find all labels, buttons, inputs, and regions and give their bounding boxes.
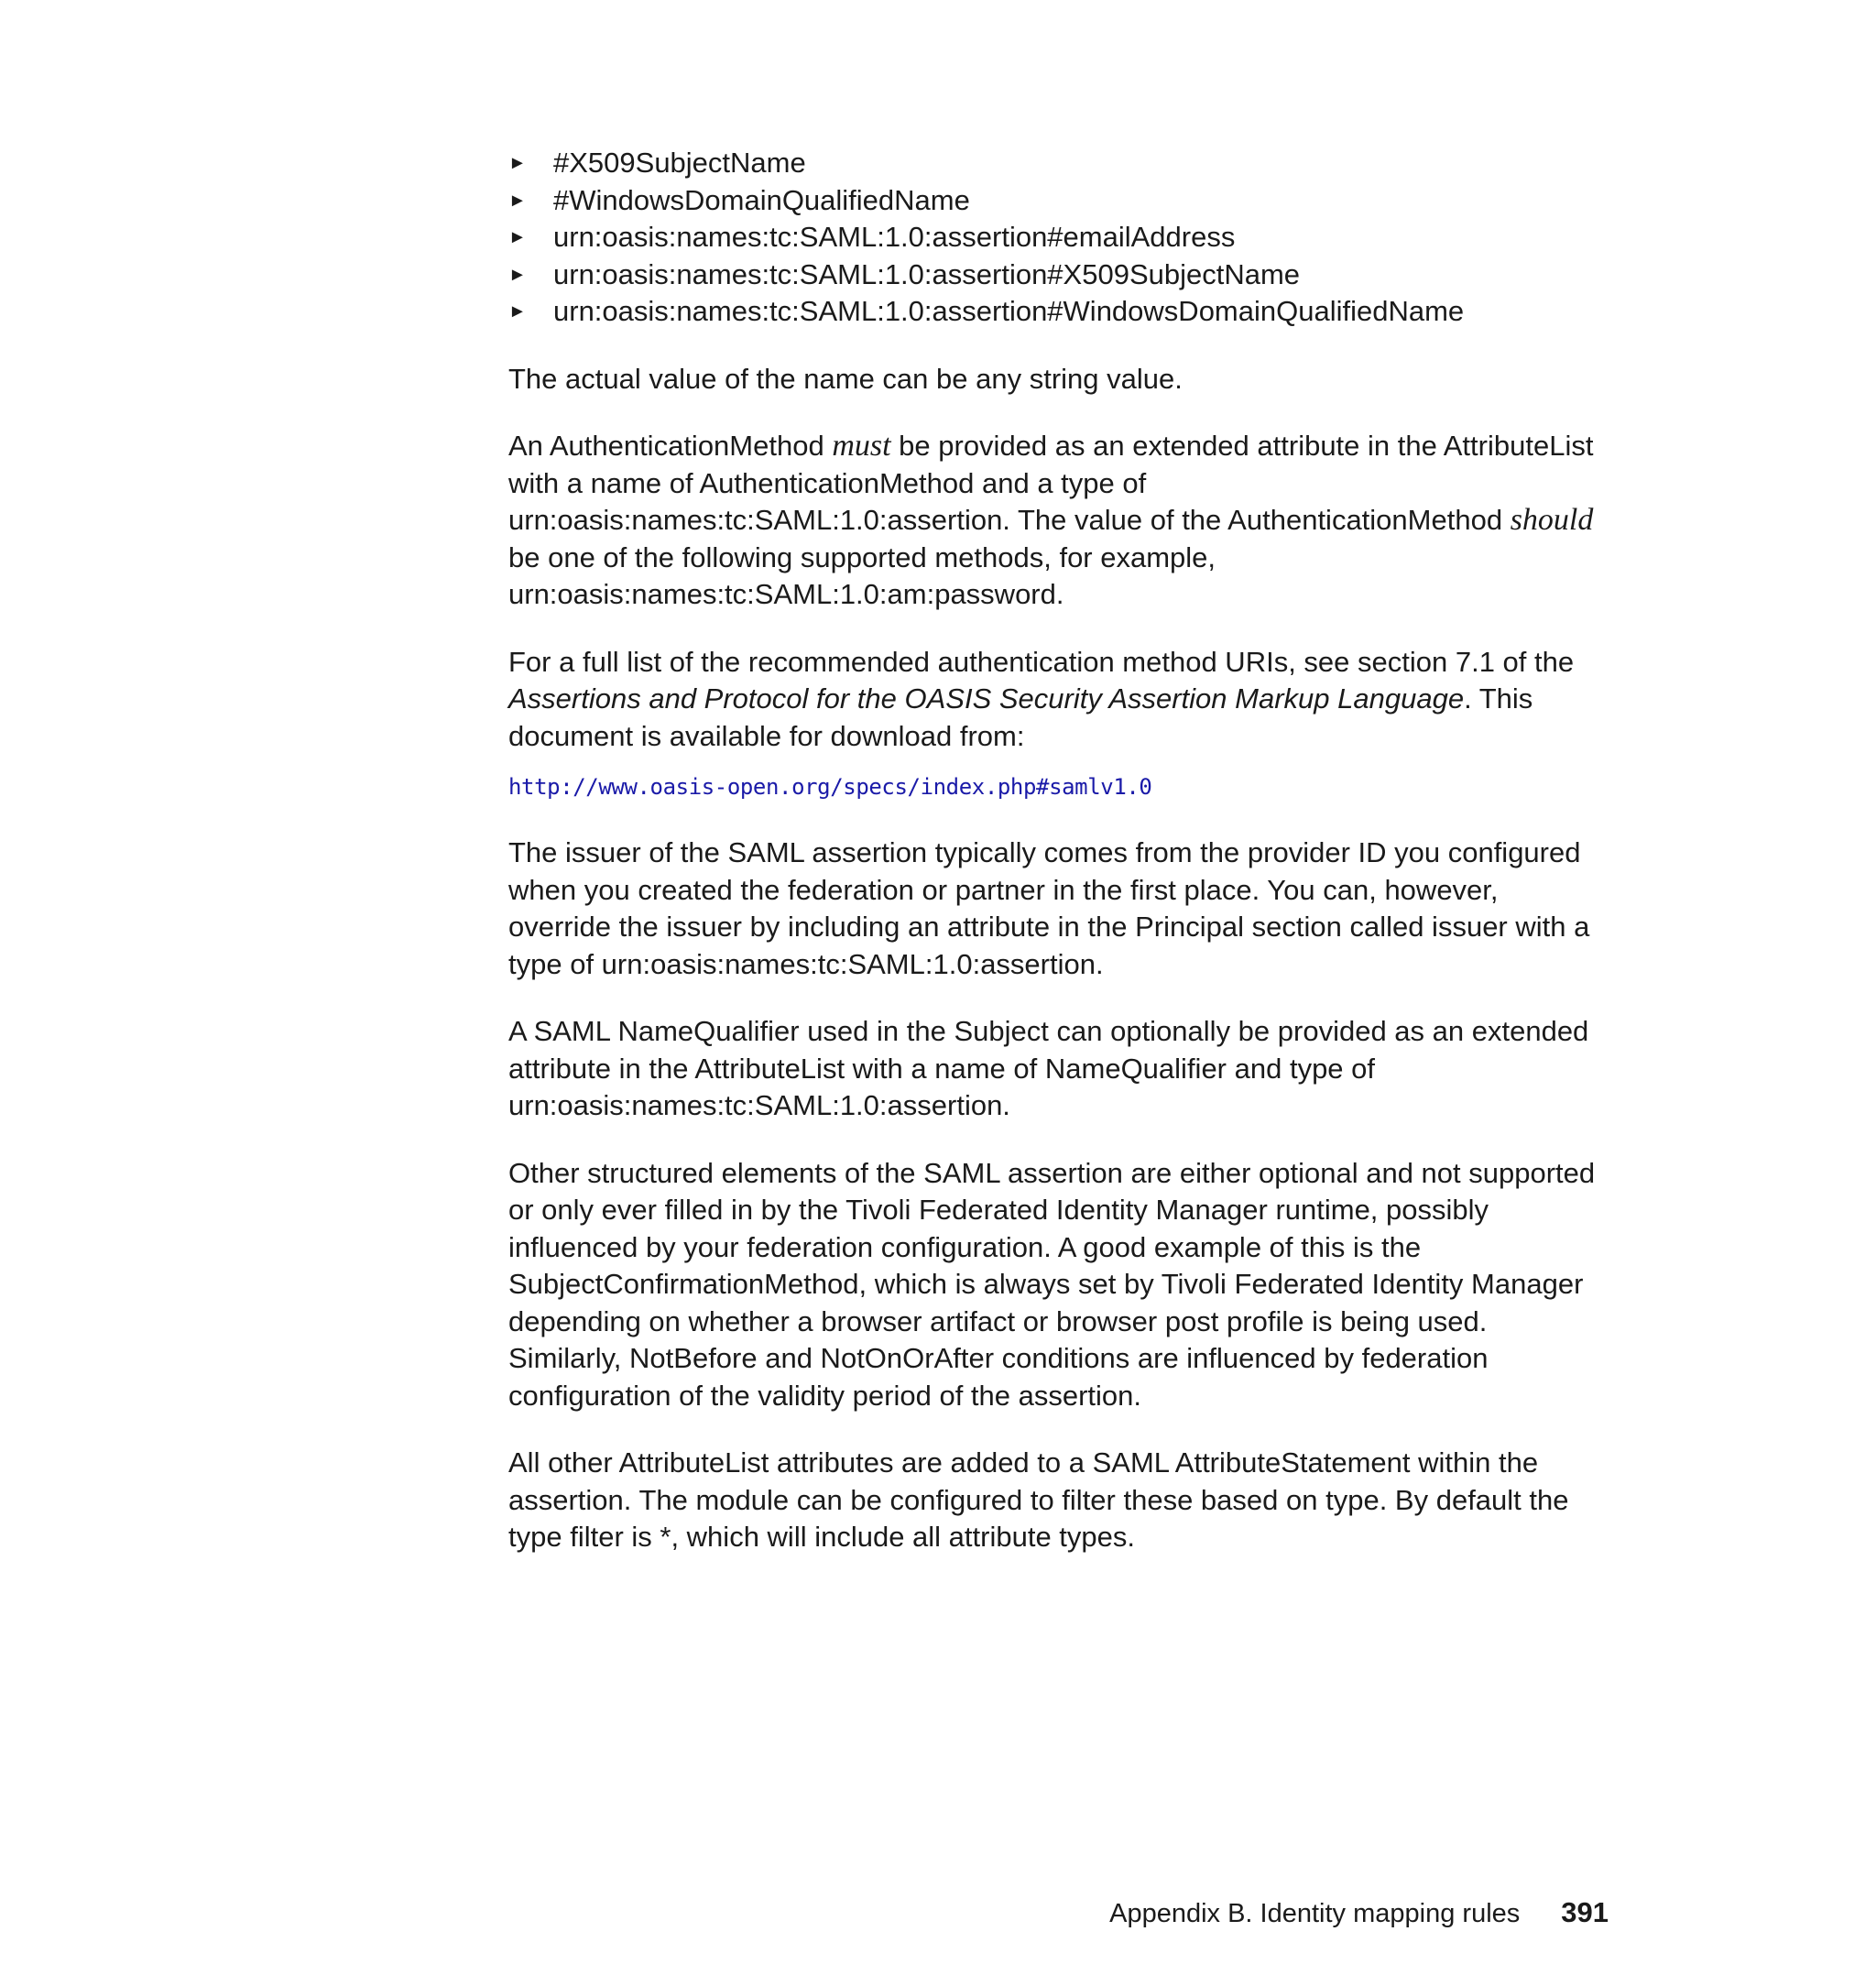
bullet-triangle-icon: ► [508,264,527,285]
list-item [508,182,1608,220]
paragraph-attribute-statement: All other AttributeList attributes are added to a SAML AttributeStatement within the assertion. The module can be configured to filter these based on type. By default the type filter is *, which will include all attribute types. [508,1446,1569,1553]
list-item [508,256,1608,294]
bullet-triangle-icon: ► [508,153,527,173]
page-number: 391 [1561,1896,1609,1928]
document-title: Assertions and Protocol for the OASIS Security Assertion Markup Language [508,682,1465,715]
paragraph-structured-elements: Other structured elements of the SAML assertion are either optional and not supported or only ever filled in by the Tivoli Federated Identity Manager runtime, possibly influenced by your federation configuration. A good example of this is the SubjectConfirmationMethod, which is always set by Tivoli Federated Identity Manager depending on whether a browser artifact or browser post profile is being used. Similarly, NotBefore and NotOnOrAfter conditions are influenced by federation configuration of the validity period of the assertion. [508,1156,1596,1412]
emphasis-should: should [1510,503,1594,537]
list-item-text: urn:oasis:names:tc:SAML:1.0:assertion#WindowsDomainQualifiedName [553,295,1465,327]
list-item-text: #WindowsDomainQualifiedName [553,183,970,216]
paragraph-authentication-method: An AuthenticationMethod must be provided as an extended attribute in the AttributeList with a name of AuthenticationMethod and a type of urn:oasis:names:tc:SAML:1.0:assertion. The value of the AuthenticationMethod should be one of the following supported methods, for example, urn:oasis:names:tc:SAML:1.0:am:password. [508,429,1594,610]
list-item-text: #X509SubjectName [553,147,806,179]
list-item [508,293,1608,331]
spec-url-link[interactable]: http://www.oasis-open.org/specs/index.php#samlv1.0 [508,774,1152,800]
list-item [508,219,1608,256]
paragraph-name-qualifier: A SAML NameQualifier used in the Subject can optionally be provided as an extended attribute in the AttributeList with a name of NameQualifier and type of urn:oasis:names:tc:SAML:1.0:assertion. [508,1015,1589,1121]
page-footer [0,1896,1609,1929]
list-item [508,145,1608,182]
bullet-triangle-icon: ► [508,190,527,211]
emphasis-must: must [832,429,891,463]
paragraph-issuer: The issuer of the SAML assertion typically comes from the provider ID you configured when you created the federation or partner in the first place. You can, however, override the issuer by including an attribute in the Principal section called issuer with a type of urn:oasis:names:tc:SAML:1.0:assertion. [508,836,1590,980]
bullet-triangle-icon: ► [508,301,527,322]
list-item-text: urn:oasis:names:tc:SAML:1.0:assertion#X509SubjectName [553,257,1301,290]
footer-section-label: Appendix B. Identity mapping rules [1109,1899,1521,1928]
paragraph-method-uris: For a full list of the recommended authentication method URIs, see section 7.1 of the Assertions and Protocol for the OASIS Security Assertion Markup Language. This document is available for download from: [508,645,1575,752]
page-content [508,145,1608,1556]
bullet-triangle-icon: ► [508,227,527,247]
paragraph-name-value: The actual value of the name can be any string value. [508,362,1183,395]
name-format-list [508,145,1608,331]
list-item-text: urn:oasis:names:tc:SAML:1.0:assertion#emailAddress [553,221,1236,253]
